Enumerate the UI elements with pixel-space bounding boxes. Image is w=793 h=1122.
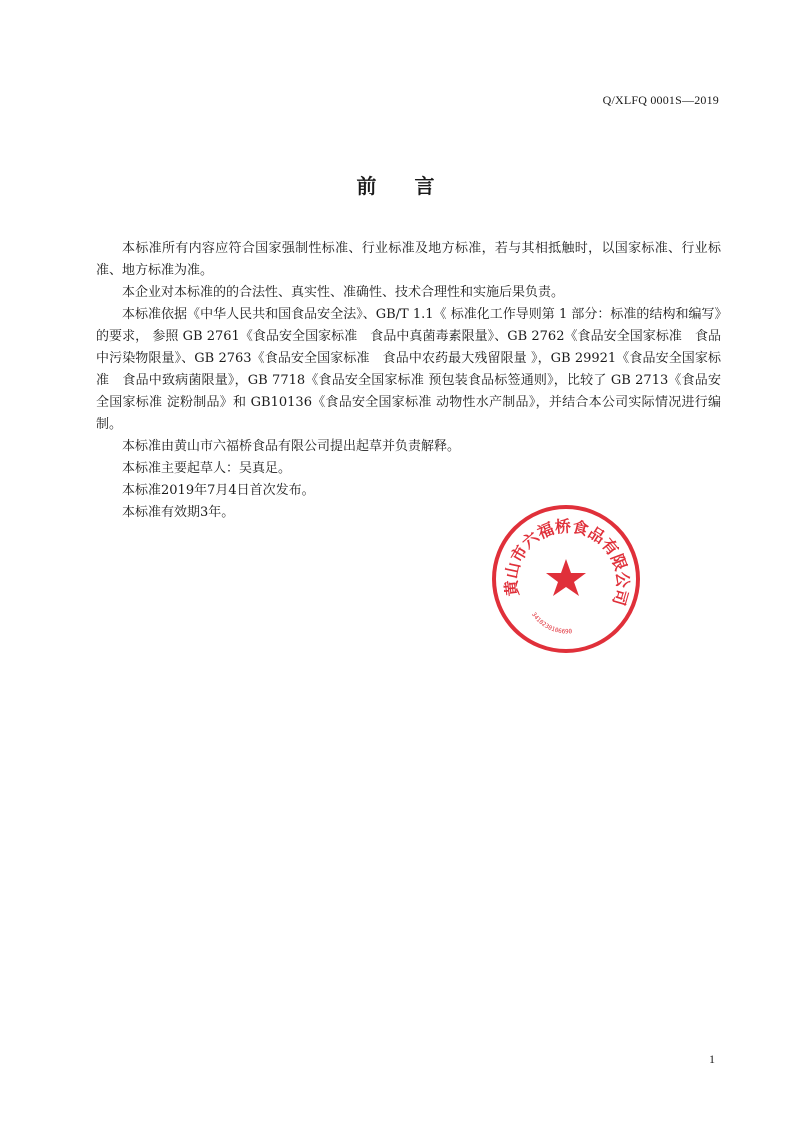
page-number: 1	[709, 1052, 715, 1066]
paragraph-5: 本标准主要起草人：吴真足。	[122, 461, 292, 476]
paragraph-7: 本标准有效期3年。	[122, 505, 235, 520]
paragraph-4: 本标准由黄山市六福桥食品有限公司提出起草并负责解释。	[122, 439, 461, 454]
seal-star-icon	[546, 559, 586, 596]
paragraph-2: 本企业对本标准的的合法性、真实性、准确性、技术合理性和实施后果负责。	[122, 285, 565, 300]
paragraph-3: 本标准依据《中华人民共和国食品安全法》、GB/T 1.1《 标准化工作导则第 1 部分：标准的结构和编写》的要求， 参照 GB 2761《食品安全国家标准 食品中真菌毒素限量》、GB 2762《食品安全国家标准 食品中污染物限量》、GB 2763《食品安全国家标准 食品中农药最大残留限量 》，GB 29921《食品安全国家标准 食品中致病菌限量》，GB 7718《食品安全国家标准 预包装食品标签通则》，比较了 GB 2713《食品安全国家标准 淀粉制品》和 GB10136《食品安全国家标准 动物性水产制品》，并结合本公司实际情况进行编制。	[96, 307, 721, 432]
header-code: Q/XLFQ 0001S—2019	[602, 93, 719, 107]
company-seal	[490, 503, 642, 655]
page-title: 前言	[356, 174, 473, 198]
seal-name: 黄山市六福桥食品有限公司	[501, 516, 633, 608]
seal-number: 3410230106690	[529, 611, 573, 636]
paragraph-1: 本标准所有内容应符合国家强制性标准、行业标准及地方标准，若与其相抵触时，以国家标准、行业标准、地方标准为准。	[96, 241, 721, 278]
document-body	[96, 238, 721, 524]
paragraph-6: 本标准2019年7月4日首次发布。	[122, 483, 315, 498]
